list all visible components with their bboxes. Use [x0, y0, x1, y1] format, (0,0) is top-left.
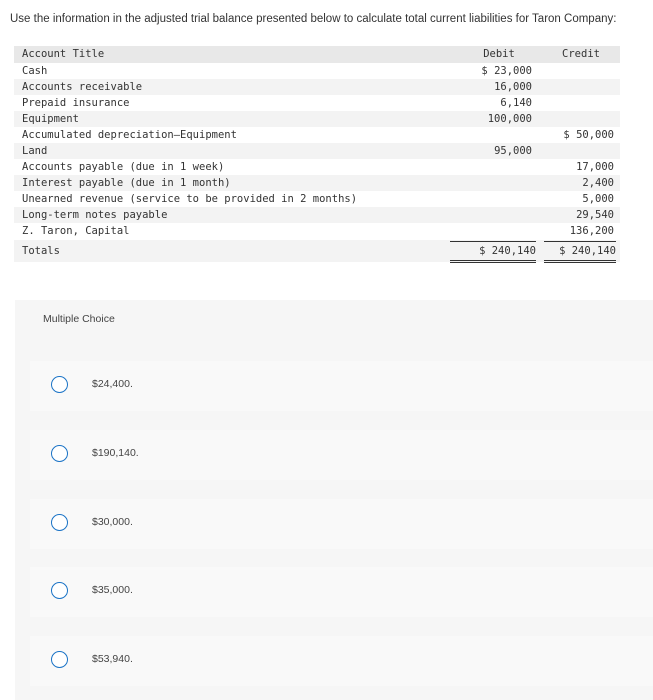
row-title: Accounts receivable	[22, 81, 143, 93]
radio-icon[interactable]	[51, 445, 68, 462]
radio-icon[interactable]	[51, 376, 68, 393]
totals-row	[14, 240, 620, 262]
row-credit: 5,000	[582, 193, 614, 205]
row-title: Interest payable (due in 1 month)	[22, 177, 231, 189]
row-credit: 29,540	[576, 209, 614, 221]
answer-option[interactable]	[30, 567, 653, 617]
row-title: Equipment	[22, 113, 79, 125]
row-debit: 95,000	[494, 145, 532, 157]
row-debit: 100,000	[487, 113, 532, 125]
row-title: Prepaid insurance	[22, 97, 130, 109]
table-row	[14, 207, 620, 223]
row-title: Long-term notes payable	[22, 209, 168, 221]
answer-option[interactable]	[30, 636, 653, 686]
row-debit: 16,000	[494, 81, 532, 93]
table-row	[14, 159, 620, 175]
answer-option-text: $35,000.	[92, 584, 133, 596]
answer-option-text: $24,400.	[92, 378, 133, 390]
header-debit: Debit	[483, 48, 515, 60]
row-title: Accumulated depreciation—Equipment	[22, 129, 237, 141]
row-credit: $ 50,000	[563, 129, 614, 141]
answer-option[interactable]	[30, 499, 653, 549]
multiple-choice-label: Multiple Choice	[43, 313, 115, 325]
row-debit: 6,140	[500, 97, 532, 109]
row-title: Z. Taron, Capital	[22, 225, 130, 237]
table-row	[14, 95, 620, 111]
answer-option[interactable]	[30, 361, 653, 411]
row-title: Unearned revenue (service to be provided in 2 months)	[22, 193, 358, 205]
table-row	[14, 79, 620, 95]
row-debit: $ 23,000	[481, 65, 532, 77]
answer-option-text: $53,940.	[92, 653, 133, 665]
table-row	[14, 127, 620, 143]
totals-credit: $ 240,140	[544, 241, 616, 263]
row-credit: 17,000	[576, 161, 614, 173]
table-header-row	[14, 46, 620, 63]
row-title: Land	[22, 145, 48, 157]
question-text: Use the information in the adjusted trial balance presented below to calculate total current liabilities for Taron Company:	[10, 13, 617, 25]
header-account-title: Account Title	[22, 48, 105, 60]
answer-option-text: $30,000.	[92, 516, 133, 528]
row-title: Accounts payable (due in 1 week)	[22, 161, 225, 173]
answer-option[interactable]	[30, 430, 653, 480]
radio-icon[interactable]	[51, 582, 68, 599]
table-row	[14, 111, 620, 127]
multiple-choice-panel	[15, 300, 653, 700]
row-credit: 136,200	[569, 225, 614, 237]
row-title: Cash	[22, 65, 48, 77]
totals-label: Totals	[22, 245, 60, 257]
row-credit: 2,400	[582, 177, 614, 189]
answer-option-text: $190,140.	[92, 447, 139, 459]
table-row	[14, 143, 620, 159]
radio-icon[interactable]	[51, 514, 68, 531]
table-row	[14, 175, 620, 191]
trial-balance-table	[14, 46, 620, 262]
totals-debit: $ 240,140	[450, 241, 536, 263]
table-row	[14, 223, 620, 239]
header-credit: Credit	[562, 48, 600, 60]
radio-icon[interactable]	[51, 651, 68, 668]
table-row	[14, 191, 620, 207]
table-row	[14, 63, 620, 79]
